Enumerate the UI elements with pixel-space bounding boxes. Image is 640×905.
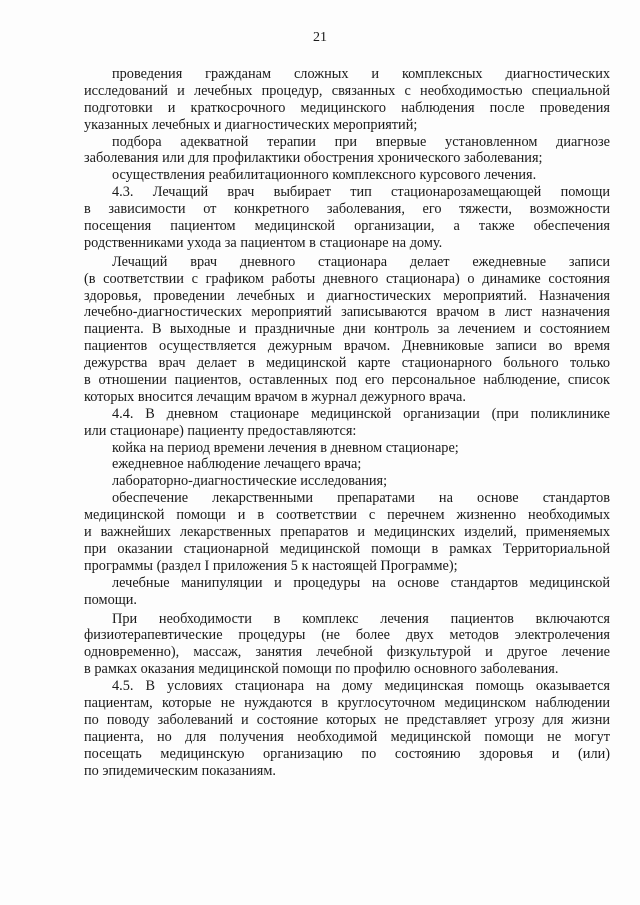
text-line: родственниками ухода за пациентом в стационаре на дому. bbox=[84, 234, 443, 251]
text-line: обеспечение лекарственными препаратами на основе стандартов bbox=[112, 490, 610, 507]
text-line: по эпидемическим показаниям. bbox=[84, 762, 276, 779]
text-line: исследований и лечебных процедур, связанных с необходимостью специальной bbox=[84, 82, 610, 99]
text-line: 4.4. В дневном стационаре медицинской организации (при поликлинике bbox=[112, 405, 610, 422]
text-line: в рамках оказания медицинской помощи по профилю основного заболевания. bbox=[84, 661, 559, 678]
text-line: в зависимости от конкретного заболевания, его тяжести, возможности bbox=[84, 201, 610, 218]
text-line: пациентам, которые не нуждаются в круглосуточном медицинском наблюдении bbox=[84, 694, 610, 711]
text-line: которых вносится лечащим врачом в журнал дежурного врача. bbox=[84, 388, 466, 405]
text-line: подбора адекватной терапии при впервые установленном диагнозе bbox=[112, 133, 610, 150]
text-line: по поводу заболеваний и состояние которых не представляет угрозу для жизни bbox=[84, 711, 610, 728]
text-line: физиотерапевтические процедуры (не более двух методов электролечения bbox=[84, 627, 610, 644]
text-line: проведения гражданам сложных и комплексных диагностических bbox=[112, 66, 610, 82]
text-line: здоровья, проведении лечебных и диагностических мероприятий. Назначения bbox=[84, 287, 610, 304]
text-line: подготовки и краткосрочного медицинского наблюдения после проведения bbox=[84, 99, 610, 116]
text-line: пациентов осуществляется дежурным врачом. Дневниковые записи во время bbox=[84, 338, 610, 355]
document-body bbox=[84, 66, 610, 779]
text-line: медицинской помощи и в соответствии с перечнем жизненно необходимых bbox=[84, 507, 610, 524]
text-line: лечебно-диагностических мероприятий записываются врачом в лист назначения bbox=[84, 304, 610, 321]
text-line: программы (раздел I приложения 5 к настоящей Программе); bbox=[84, 557, 458, 574]
text-line: посещения пациентом медицинской организации, а также обеспечения bbox=[84, 218, 610, 235]
text-line: (в соответствии с графиком работы дневного стационара) о динамике состояния bbox=[84, 270, 610, 287]
text-line: посещать медицинскую организацию по состоянию здоровья и (или) bbox=[84, 745, 610, 762]
text-line: при оказании стационарной медицинской помощи в рамках Территориальной bbox=[84, 540, 610, 557]
page-number: 21 bbox=[313, 30, 327, 45]
text-line: лабораторно-диагностические исследования; bbox=[112, 473, 388, 490]
text-line: дежурства врач делает в медицинской карте стационарного больного только bbox=[84, 355, 610, 372]
text-line: лечебные манипуляции и процедуры на основе стандартов медицинской bbox=[112, 574, 610, 591]
text-line: При необходимости в комплекс лечения пациентов включаются bbox=[112, 610, 610, 627]
text-line: 4.5. В условиях стационара на дому медицинская помощь оказывается bbox=[112, 678, 610, 695]
text-line: койка на период времени лечения в дневном стационаре; bbox=[112, 439, 459, 456]
text-line: пациента, но для получения необходимой медицинской помощи не могут bbox=[84, 728, 610, 745]
text-line: 4.3. Лечащий врач выбирает тип стационарозамещающей помощи bbox=[112, 184, 610, 201]
text-line: или стационаре) пациенту предоставляются: bbox=[84, 422, 357, 439]
text-line: помощи. bbox=[84, 591, 137, 608]
text-line: одновременно), массаж, занятия лечебной физкультурой и другое лечение bbox=[84, 644, 610, 661]
text-line: заболевания или для профилактики обострения хронического заболевания; bbox=[84, 150, 543, 167]
text-line: указанных лечебных и диагностических мероприятий; bbox=[84, 116, 418, 133]
text-line: осуществления реабилитационного комплексного курсового лечения. bbox=[112, 167, 537, 184]
text-line: Лечащий врач дневного стационара делает ежедневные записи bbox=[112, 253, 610, 270]
text-line: и важнейших лекарственных препаратов и медицинских изделий, применяемых bbox=[84, 524, 610, 541]
text-line: ежедневное наблюдение лечащего врача; bbox=[112, 456, 362, 473]
text-line: в отношении пациентов, оставленных под его персональное наблюдение, список bbox=[84, 372, 610, 389]
text-line: пациента. В выходные и праздничные дни контроль за лечением и состоянием bbox=[84, 321, 610, 338]
